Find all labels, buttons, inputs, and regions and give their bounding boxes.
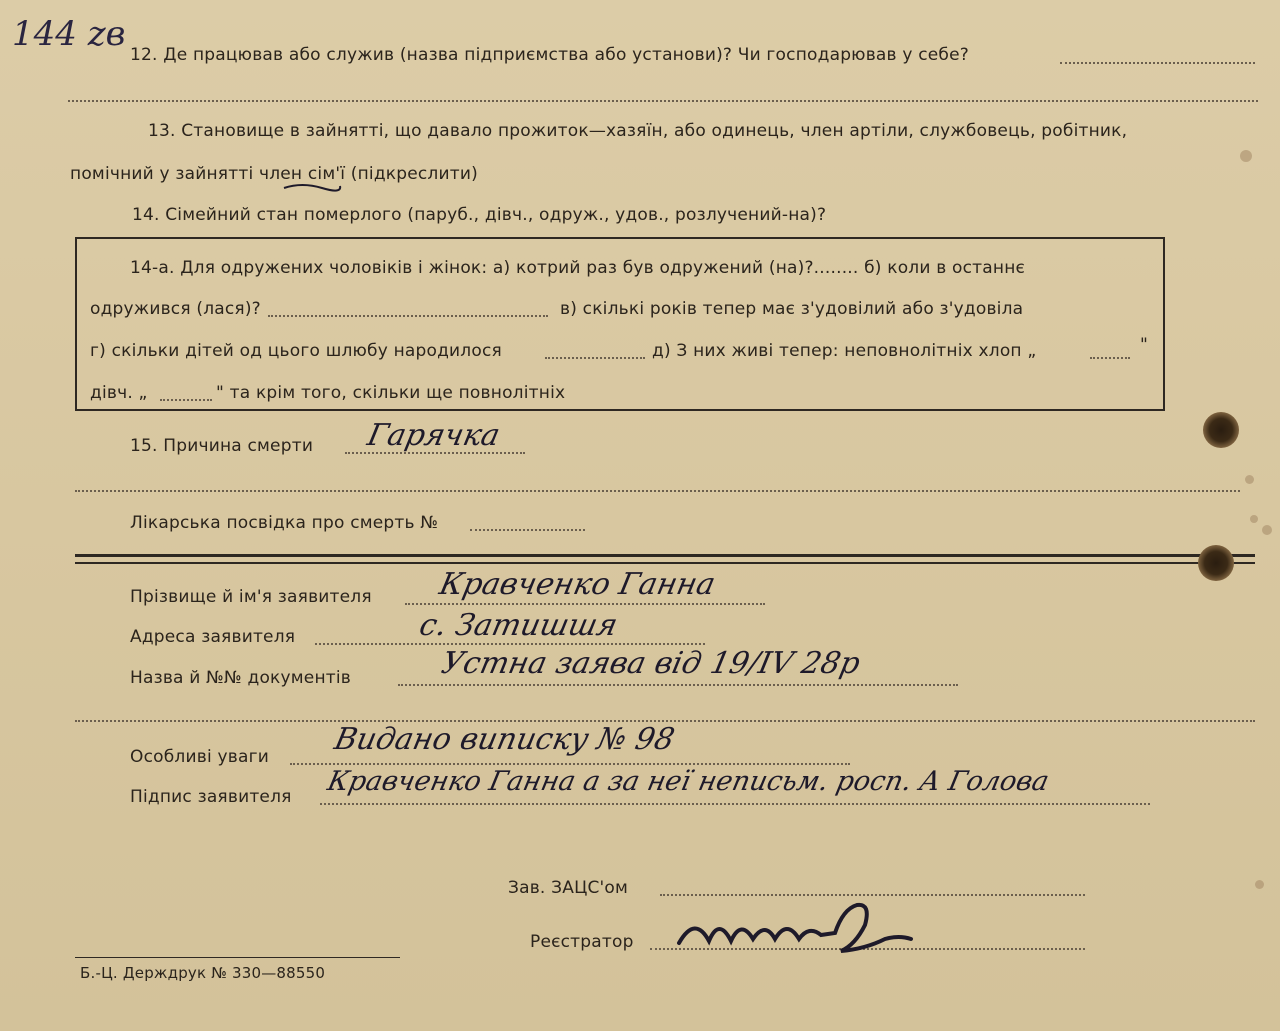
documents-label: Назва й №№ документів: [130, 668, 352, 688]
notes-label: Особливі уваги: [130, 747, 269, 767]
question-14a-line4b: " та крім того, скільки ще повнолітніх: [216, 383, 566, 403]
notes-line: [290, 763, 850, 765]
printer-imprint: Б.-Ц. Держдрук № 330—88550: [80, 964, 326, 982]
signature-label: Підпис заявителя: [130, 787, 292, 807]
head-of-registry-label: Зав. ЗАЦС'ом: [508, 878, 629, 898]
question-14a-line2b: в) скількі років тепер має з'удовілий або з'удовіла: [560, 299, 1024, 319]
punch-hole: [1203, 412, 1239, 448]
notes-handwritten: Видано виписку № 98: [331, 722, 678, 757]
documents-handwritten: Устна заява від 19/IV 28р: [438, 646, 864, 681]
paper-stain: [1255, 880, 1264, 889]
question-14a-line3a: г) скільки дітей од цього шлюбу народилося: [90, 341, 502, 361]
question-14a-line4a: дівч. „: [90, 383, 148, 403]
printer-separator: [75, 957, 400, 958]
question-14: 14. Сімейний стан померлого (паруб., дівч., одруж., удов., розлучений-на)?: [132, 205, 827, 225]
question-14a-line3b: д) З них живі тепер: неповнолітніх хлоп „: [652, 341, 1037, 361]
question-12: 12. Де працював або служив (назва підприємства або установи)? Чи господарював у себе?: [130, 45, 969, 65]
q14a-boys-line: [1090, 357, 1130, 359]
applicant-address-line: [315, 643, 705, 645]
underline-mark: [282, 180, 342, 194]
signature-line: [320, 803, 1150, 805]
registrar-signature: [675, 895, 915, 965]
paper-stain: [1250, 515, 1258, 523]
q14a-remarriage-line: [268, 315, 548, 317]
q14a-girls-line: [160, 399, 212, 401]
applicant-name-line: [405, 603, 765, 605]
section-divider-bottom: [75, 562, 1255, 564]
punch-hole: [1198, 545, 1234, 581]
medical-certificate-label: Лікарська посвідка про смерть №: [130, 513, 439, 533]
section-divider-top: [75, 554, 1255, 557]
question-13-line1: 13. Становище в зайнятті, що давало прожиток—хазяїн, або одинець, член артіли, службовець, робітник,: [148, 121, 1128, 141]
q15-answer-line-2: [75, 490, 1240, 492]
question-14a-line1: 14-а. Для одружених чоловіків і жінок: а) котрий раз був одружений (на)?........ б) коли в останнє: [130, 258, 1026, 278]
question-14a-line3c: ": [1140, 335, 1149, 355]
applicant-name-label: Прізвище й ім'я заявителя: [130, 587, 372, 607]
applicant-address-handwritten: с. Затишшя: [416, 608, 621, 643]
applicant-address-label: Адреса заявителя: [130, 627, 296, 647]
question-14a-line2a: одружився (лася)?: [90, 299, 261, 319]
paper-stain: [1262, 525, 1272, 535]
documents-line: [398, 684, 958, 686]
question-15-label: 15. Причина смерти: [130, 436, 314, 456]
cause-of-death-handwritten: Гарячка: [364, 418, 504, 453]
medical-certificate-line: [470, 529, 585, 531]
registrar-label: Реєстратор: [530, 932, 634, 952]
paper-stain: [1240, 150, 1252, 162]
paper-stain: [1245, 475, 1254, 484]
question-13-line2: помічний у зайнятті член сім'ї (підкреслити): [70, 164, 478, 184]
applicant-signature-handwritten: Кравченко Ганна а за неї неписьм. росп. А Голова: [324, 766, 1052, 797]
q12-answer-line-2: [68, 100, 1258, 102]
q14a-children-line: [545, 357, 645, 359]
q12-answer-line: [1060, 62, 1255, 64]
applicant-name-handwritten: Кравченко Ганна: [436, 567, 719, 602]
corner-record-number: 144 zв: [12, 14, 126, 54]
